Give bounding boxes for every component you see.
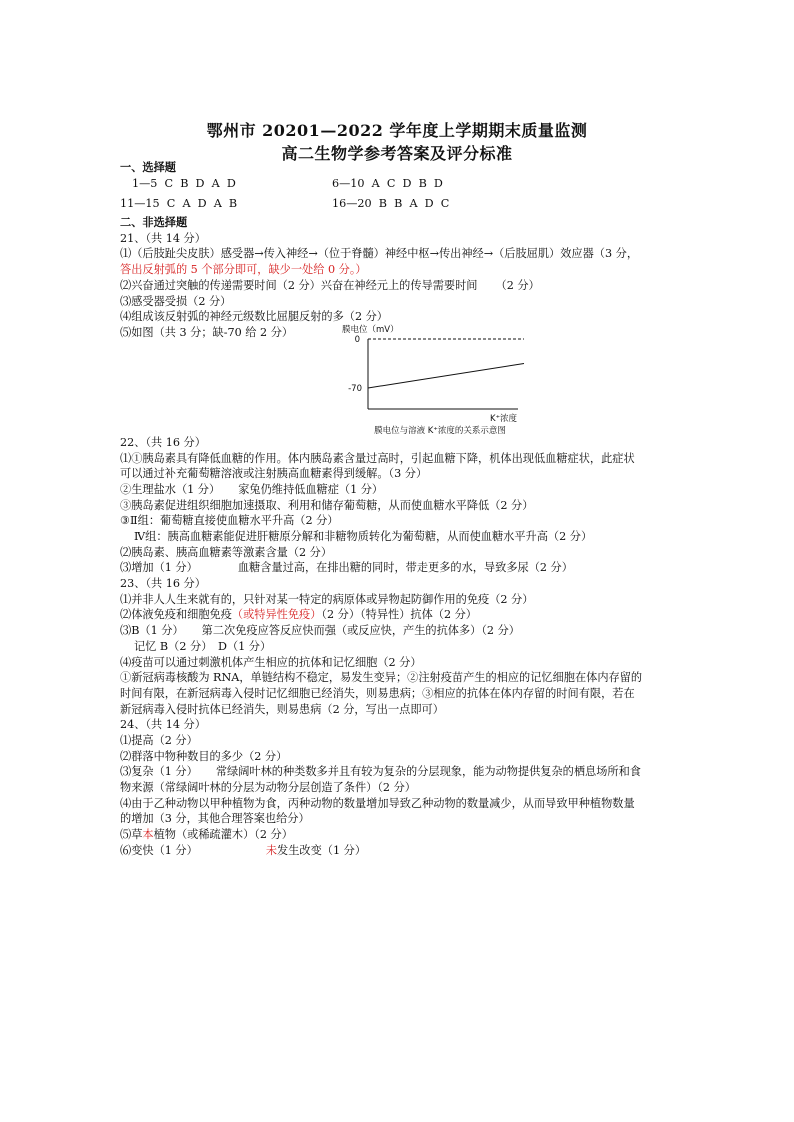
q24-answer-6-part-a: ⑹变快（1 分）	[120, 843, 198, 857]
q24-answer-3-line-2: 物来源（常绿阔叶林的分层为动物分层创造了条件）（2 分）	[120, 781, 416, 794]
page-subtitle: 高二生物学参考答案及评分标准	[281, 144, 513, 163]
q23-answer-5: ⑷疫苗可以通过刺激机体产生相应的抗体和记忆细胞（2 分）	[120, 655, 422, 669]
q24-answer-4-line-2: 的增加（3 分，其他合理答案也给分）	[120, 812, 310, 826]
q24-answer-4-line-1: ⑷由于乙种动物以甲种植物为食，丙种动物的数量增加导致乙种动物的数量减少，从而导致甲种植物数量	[120, 796, 635, 810]
q23-answer-2	[120, 607, 680, 623]
q24-answer-5-part-b: 植物（或稀疏灌木）（2 分）	[153, 828, 293, 842]
q24-answer-2: ⑵群落中物种数目的多少（2 分）	[120, 749, 288, 763]
q22-answer-3: ③胰岛素促进组织细胞加速摄取、利用和储存葡萄糖，从而使血糖水平降低（2 分）	[120, 498, 534, 512]
q24-answer-6	[120, 843, 680, 859]
mc-row-2	[120, 196, 680, 212]
q21-answer-1: ⑴（后肢趾尖皮肤）感受器→传入神经→（位于脊髓）神经中枢→传出神经→（后肢屈肌）效应器（3 分，	[120, 247, 639, 261]
q23-answer-2-note: （或特异性免疫）	[231, 608, 322, 622]
y-tick-neg70: -70	[348, 383, 362, 394]
q21-answer-2-text: ⑵兴奋通过突触的传递需要时间（2 分）兴奋在神经元上的传导需要时间	[120, 278, 478, 292]
q24-heading: 24、（共 14 分）	[120, 718, 206, 732]
mc-row-2-left: 11—15 C A D A B	[120, 197, 238, 211]
q23-answer-3-part-b: 第二次免疫应答反应快而强（或反应快，产生的抗体多）（2 分）	[201, 624, 520, 638]
q24-answer-3-part-b: 常绿阔叶林的种类数多并且有较为复杂的分层现象，能为动物提供复杂的栖息场所和食	[215, 765, 641, 779]
membrane-potential-line	[368, 363, 524, 388]
mc-row-1	[120, 176, 680, 192]
q23-answer-1: ⑴并非人人生来就有的，只针对某一特定的病原体或异物起防御作用的免疫（2 分）	[120, 592, 534, 606]
q22-answer-1-line-2: 可以通过补充葡萄糖溶液或注射胰高血糖素得到缓解。（3 分）	[120, 467, 428, 481]
q24-answer-6-part-b: 发生改变（1 分）	[277, 843, 367, 857]
q21-graph-row	[120, 325, 680, 435]
chart-caption: 膜电位与溶液 K⁺浓度的关系示意图	[374, 425, 506, 435]
q24-answer-1: ⑴提高（2 分）	[120, 733, 198, 747]
q23-answer-6-line-2: 时间有限，在新冠病毒入侵时记忆细胞已经消失，则易患病；③相应的抗体在体内存留的时间有限，若在	[120, 686, 635, 700]
q22-answer-2	[120, 482, 680, 498]
q22-answer-1-line-1: ⑴①胰岛素具有降低血糖的作用。体内胰岛素含量过高时，引起血糖下降，机体出现低血糖症状，此症状	[120, 451, 635, 465]
section-heading-free: 二、非选择题	[120, 215, 188, 230]
section-heading-mc: 一、选择题	[120, 160, 176, 174]
q22-answer-2-part-a: ②生理盐水（1 分）	[120, 482, 221, 496]
membrane-potential-chart	[340, 323, 540, 435]
q23-answer-2-part-a: ⑵体液免疫和细胞免疫	[120, 608, 232, 622]
q21-heading: 21、（共 14 分）	[120, 231, 206, 245]
q22-answer-2-part-b: 家兔仍维持低血糖症（1 分）	[238, 482, 384, 496]
q21-answer-4: ⑷组成该反射弧的神经元级数比屈腿反射的多（2 分）	[120, 310, 388, 324]
q21-answer-1-note: 答出反射弧的 5 个部分即可，缺少一处给 0 分。）	[120, 263, 367, 277]
chart-y-axis-label: 膜电位（mV）	[342, 324, 399, 335]
q23-answer-4: 记忆 B（2 分） D（1 分）	[134, 639, 272, 653]
mc-row-1-right: 6—10 A C D B D	[332, 176, 443, 190]
q24-answer-5	[120, 827, 680, 843]
q22-answer-4: ③Ⅱ组：葡萄糖直接使血糖水平升高（2 分）	[120, 514, 339, 528]
y-tick-0: 0	[354, 334, 360, 345]
q22-answer-6: ⑵胰岛素、胰高血糖素等激素含量（2 分）	[120, 545, 333, 559]
q23-heading: 23、（共 16 分）	[120, 577, 206, 591]
q22-answer-7	[120, 560, 680, 576]
mc-row-2-right: 16—20 B B A D C	[332, 197, 450, 211]
q23-answer-2-part-b: （2 分）（特异性）抗体（2 分）	[321, 608, 477, 622]
q21-answer-2	[120, 278, 680, 294]
page-title: 鄂州市 20201—2022 学年度上学期期末质量监测	[206, 121, 588, 140]
q22-answer-7-part-b: 血糖含量过高，在排出糖的同时，带走更多的水，导致多尿（2 分）	[237, 561, 573, 575]
q24-answer-6-red: 未	[265, 843, 278, 857]
q24-answer-5-red: 本	[142, 828, 154, 842]
q24-answer-5-part-a: ⑸草	[120, 828, 143, 842]
q23-answer-3	[120, 623, 680, 639]
q22-answer-7-part-a: ⑶增加（1 分）	[120, 561, 198, 575]
q21-answer-5: ⑸如图（共 3 分；缺-70 给 2 分）	[120, 325, 294, 339]
q22-answer-5: Ⅳ组：胰高血糖素能促进肝糖原分解和非糖物质转化为葡萄糖，从而使血糖水平升高（2 分）	[134, 530, 593, 543]
q23-answer-3-part-a: ⑶B（1 分）	[120, 624, 184, 638]
q24-answer-3-line-1	[120, 764, 680, 780]
answer-content	[120, 160, 680, 858]
mc-row-1-left: 1—5 C B D A D	[132, 176, 236, 190]
q22-heading: 22、（共 16 分）	[120, 435, 206, 449]
q21-answer-2-score: （2 分）	[495, 278, 540, 292]
q21-answer-3: ⑶感受器受损（2 分）	[120, 294, 232, 308]
chart-x-axis-label: K⁺浓度	[490, 413, 518, 424]
q23-answer-6-line-3: 新冠病毒入侵时抗体已经消失，则易患病（2 分，写出一点即可）	[120, 702, 444, 716]
q23-answer-6-line-1: ①新冠病毒核酸为 RNA，单链结构不稳定，易发生变异；②注射疫苗产生的相应的记忆细胞在体内存留的	[120, 671, 643, 685]
q24-answer-3-part-a: ⑶复杂（1 分）	[120, 765, 198, 779]
